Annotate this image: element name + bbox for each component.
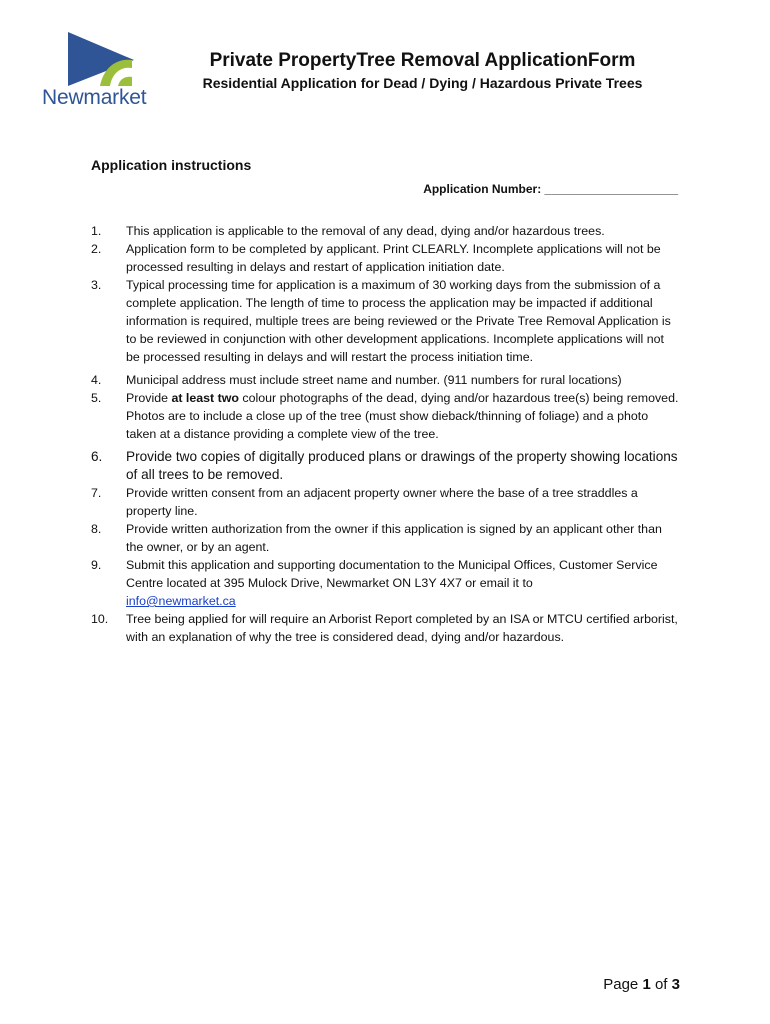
list-item (91, 484, 681, 520)
item-text: Tree being applied for will require an Arborist Report completed by an ISA or MTCU certified arborist, with an explanation of why the tree is considered dead, dying and/or hazardous. (126, 612, 678, 644)
item-number: 6. (91, 449, 103, 464)
list-item (91, 222, 681, 240)
page-current: 1 (642, 976, 651, 993)
item-text-part: Submit this application and supporting documentation to the Municipal Offices, Customer Service Centre located at 395 Mulock Drive, Newmarket ON L3Y 4X7 or email it to (126, 558, 658, 590)
page-label: Page (603, 976, 639, 993)
email-link[interactable]: info@newmarket.ca (126, 594, 236, 608)
page-total: 3 (671, 976, 680, 993)
item-number: 10. (91, 612, 109, 626)
item-number: 2. (91, 242, 102, 256)
newmarket-logo (40, 30, 160, 110)
page-title: Private PropertyTree Removal ApplicationForm (209, 50, 636, 71)
list-item (91, 371, 681, 389)
item-text: Municipal address must include street name and number. (911 numbers for rural locations) (126, 373, 622, 387)
item-text (126, 556, 681, 610)
item-number: 1. (91, 224, 102, 238)
item-number: 7. (91, 486, 102, 500)
item-number: 3. (91, 278, 102, 292)
list-item (91, 389, 681, 443)
page-number (603, 976, 680, 993)
item-text: Provide two copies of digitally produced plans or drawings of the property showing locations of all trees to be removed. (126, 449, 678, 482)
item-text-bold: at least two (171, 391, 239, 405)
item-text: Provide written authorization from the owner if this application is signed by an applicant other than the owner, or by an agent. (126, 522, 662, 554)
item-text: Typical processing time for application is a maximum of 30 working days from the submission of a complete application. The length of time to process the application may be impacted if additional information is required, multiple trees are being reviewed or the Private Tree Removal Application is to be reviewed in conjunction with other development applications. Incomplete applications will not be processed resulting in delays and will restart the process initiation time. (126, 278, 671, 364)
item-text: Application form to be completed by applicant. Print CLEARLY. Incomplete applications will not be processed resulting in delays and restart of application initiation date. (126, 242, 661, 274)
item-number: 4. (91, 373, 102, 387)
item-text (126, 389, 681, 443)
list-item (91, 240, 681, 276)
item-number: 8. (91, 522, 102, 536)
logo-text: Newmarket (42, 86, 147, 109)
item-text-part: Provide (126, 391, 172, 405)
page-of: of (654, 976, 668, 993)
list-item (91, 520, 681, 556)
item-number: 5. (91, 391, 102, 405)
list-item (91, 276, 681, 366)
instructions-list (91, 222, 681, 646)
item-text: This application is applicable to the removal of any dead, dying and/or hazardous trees. (126, 224, 605, 238)
newmarket-logo-icon (66, 30, 138, 88)
page-subtitle: Residential Application for Dead / Dying / Hazardous Private Trees (202, 75, 643, 91)
item-text-part: colour photographs of the dead, dying and/or hazardous tree(s) being removed. Photos are to include a close up of the tree (must show dieback/thinning of foliage) and a photo taken at a distance providing a complete view of the tree. (126, 391, 679, 441)
list-item (91, 610, 681, 646)
list-item (91, 556, 681, 610)
list-item (91, 448, 681, 484)
section-heading: Application instructions (91, 157, 252, 173)
item-number: 9. (91, 558, 102, 572)
item-text: Provide written consent from an adjacent property owner where the base of a tree straddles a property line. (126, 486, 638, 518)
application-number-field[interactable]: Application Number: ____________________ (423, 182, 678, 196)
